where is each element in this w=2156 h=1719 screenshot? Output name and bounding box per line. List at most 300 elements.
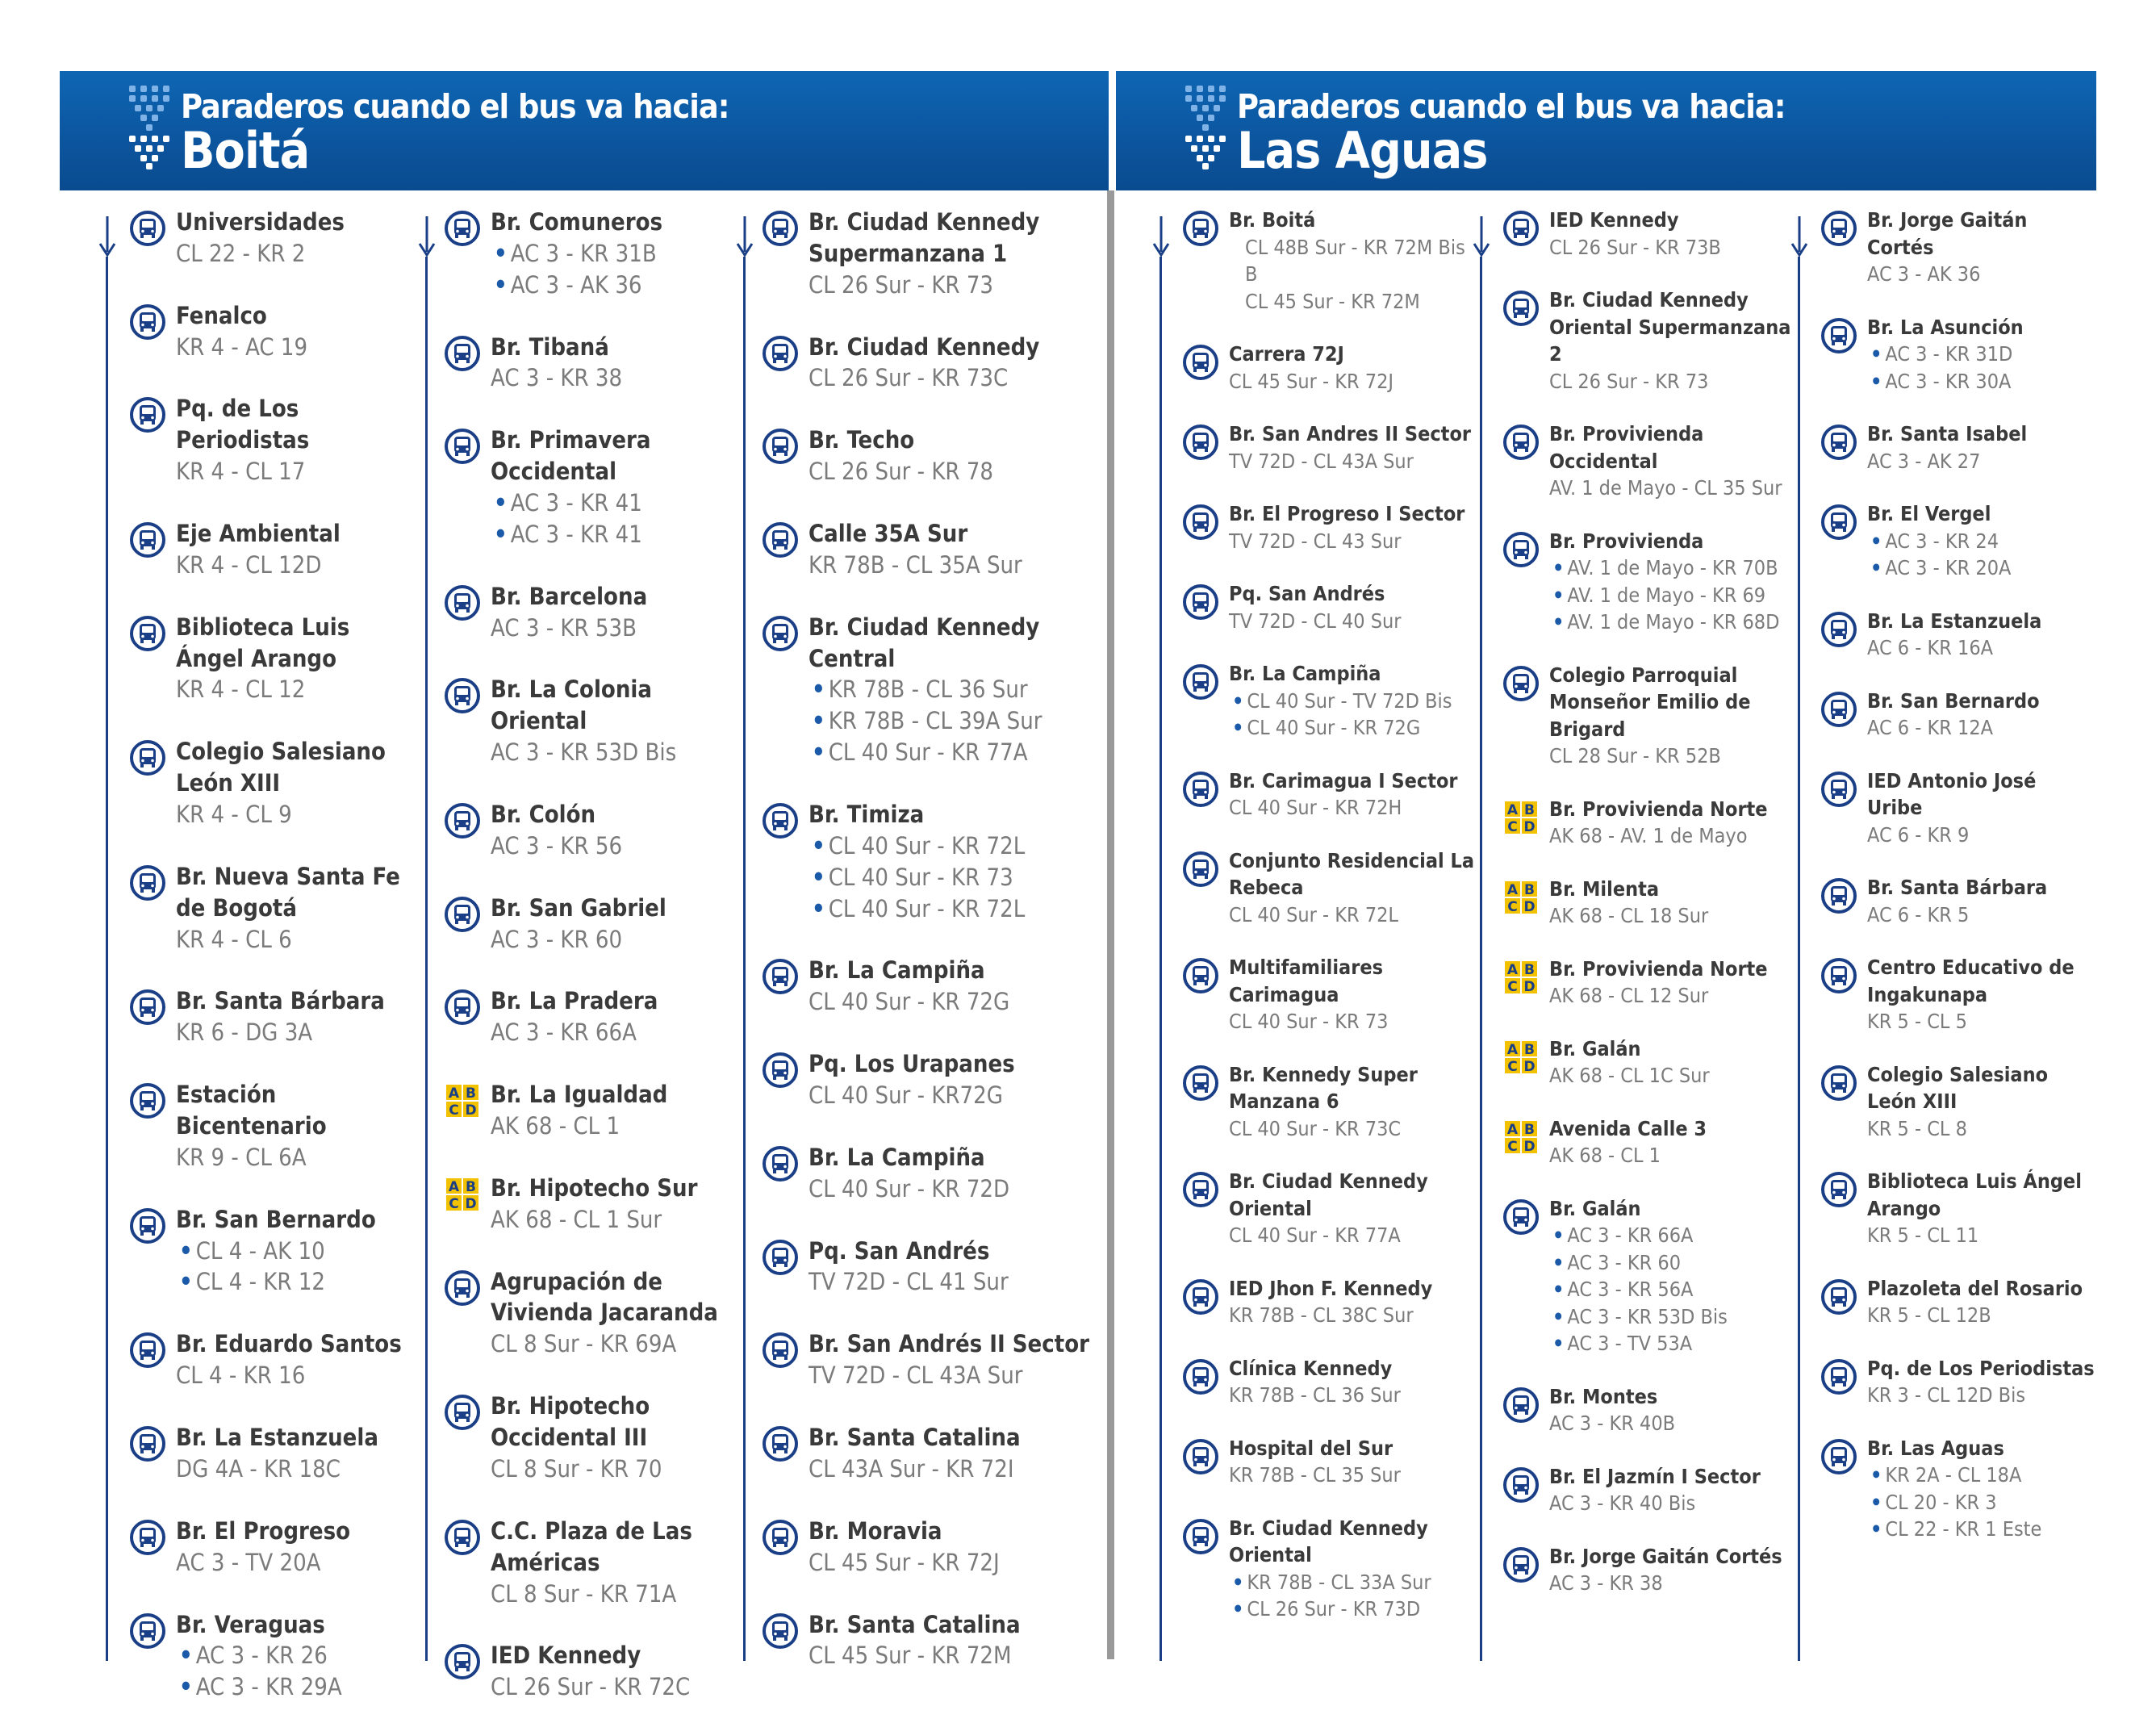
stop-name: Centro Educativo de Ingakunapa (1867, 956, 2075, 1006)
bus-stop-icon (762, 1519, 799, 1556)
stop-address: CL 40 Sur - KR 73 (1229, 1010, 1389, 1033)
abcd-zones-icon (1502, 799, 1540, 836)
stop-item (1502, 1463, 1793, 1517)
bus-stop-icon (762, 521, 799, 558)
stop-name: Br. Santa Bárbara (176, 987, 385, 1015)
stop-address: KR 78B - CL 35 Sur (1229, 1463, 1401, 1487)
stop-address: AK 68 - CL 1 (491, 1112, 620, 1140)
bus-stop-icon (1820, 771, 1857, 808)
stop-name: Br. La Campiña (1229, 662, 1381, 685)
stop-address: CL 45 Sur - KR 72M (1245, 289, 1420, 313)
stop-address-bullet: • KR 2A - CL 18A (1867, 1462, 2095, 1489)
bus-stop-icon (1182, 504, 1219, 541)
stop-item (129, 1422, 420, 1485)
stop-item (762, 425, 1101, 487)
stop-item (762, 799, 1101, 924)
bus-stop-icon (762, 1145, 799, 1182)
bus-stop-icon (129, 615, 166, 652)
bus-stop-icon (129, 739, 166, 776)
svg-text:C: C (1507, 818, 1518, 835)
bus-stop-icon (762, 958, 799, 995)
stop-address-bullet: • CL 26 Sur - KR 73D (1229, 1596, 1477, 1623)
stop-address-bullet: • CL 40 Sur - TV 72D Bis (1229, 688, 1477, 715)
stop-name: Br. Jorge Gaitán Cortés (1549, 1544, 1782, 1568)
bus-stop-icon (129, 864, 166, 901)
svg-text:B: B (466, 1085, 476, 1102)
stop-address: KR 4 - CL 9 (176, 801, 292, 829)
stop-name: Br. Provivienda Occidental (1549, 422, 1704, 473)
bus-stop-icon (1820, 957, 1857, 994)
bus-stop-icon (1502, 665, 1540, 702)
stop-item (762, 1516, 1101, 1579)
stop-name: Br. Veraguas (176, 1610, 325, 1638)
stop-item (1182, 767, 1477, 822)
bus-stop-icon (1182, 344, 1219, 381)
stop-item (1820, 314, 2095, 395)
stop-address: AC 3 - KR 38 (1549, 1571, 1663, 1595)
stop-address: KR 9 - CL 6A (176, 1143, 307, 1171)
stops-column-las-aguas-3 (1820, 207, 2095, 1656)
stop-address-bullet: • AC 3 - TV 53A (1549, 1330, 1793, 1357)
route-line (1159, 257, 1162, 1661)
bus-stop-icon (762, 1425, 799, 1462)
bus-stop-icon (1182, 771, 1219, 808)
stop-address-bullet: • AC 3 - KR 56A (1549, 1276, 1793, 1303)
stop-item (129, 736, 420, 830)
svg-text:D: D (465, 1102, 477, 1119)
stop-address: KR 4 - CL 12 (176, 675, 306, 704)
stop-address: AK 68 - AV. 1 de Mayo (1549, 824, 1748, 847)
stop-item (444, 1266, 738, 1361)
bus-stop-icon (1820, 1064, 1857, 1102)
stop-address: KR 78B - CL 35A Sur (808, 550, 1022, 579)
stop-item (1820, 1275, 2095, 1329)
abcd-zones-icon (444, 1176, 481, 1213)
stop-item (129, 1204, 420, 1299)
stop-address: KR 78B - CL 38C Sur (1229, 1303, 1414, 1327)
stop-item (444, 207, 738, 301)
stop-address-bullet: • KR 78B - CL 36 Sur (808, 674, 1101, 705)
stop-item (1502, 207, 1793, 261)
stop-name: Multifamiliares Carimagua (1229, 956, 1383, 1006)
stop-item (1820, 1168, 2095, 1249)
stop-name: Hospital del Sur (1229, 1436, 1393, 1460)
stops-column-boita-2 (444, 207, 738, 1701)
stop-address: KR 4 - CL 12D (176, 550, 322, 579)
stop-address: KR 4 - CL 17 (176, 458, 306, 486)
stop-item (762, 207, 1101, 301)
stop-name: Br. El Progreso (176, 1516, 351, 1545)
stop-name: Br. Colón (491, 801, 596, 829)
stop-name: Br. Techo (808, 426, 915, 454)
svg-text:A: A (448, 1178, 460, 1195)
stop-address: AC 3 - KR 40 Bis (1549, 1491, 1696, 1515)
stop-name: Br. Galán (1549, 1196, 1641, 1220)
stop-item (762, 1422, 1101, 1485)
stop-name: Br. Milenta (1549, 876, 1660, 901)
bus-stop-icon (1820, 424, 1857, 461)
stop-item (1502, 876, 1793, 930)
stop-item (1182, 1061, 1477, 1143)
abcd-zones-icon (444, 1082, 481, 1119)
stop-item (1182, 1275, 1477, 1329)
stop-item (1182, 1168, 1477, 1249)
abcd-zones-icon (1502, 959, 1540, 996)
stop-address: CL 8 Sur - KR 71A (491, 1579, 677, 1608)
bus-stop-icon (1182, 424, 1219, 461)
bus-stop-icon (1182, 851, 1219, 888)
route-line (743, 257, 746, 1661)
stop-name: Br. Nueva Santa Fe de Bogotá (176, 862, 400, 922)
transmilenio-logo-icon (124, 82, 173, 171)
bus-stop-icon (444, 1394, 481, 1431)
stop-address-bullet: • AC 3 - KR 29A (176, 1671, 420, 1703)
stop-item (1502, 1383, 1793, 1437)
stop-address: CL 40 Sur - KR 72G (808, 988, 1010, 1016)
stop-item (1182, 660, 1477, 742)
transmilenio-logo-icon (1180, 82, 1229, 171)
stop-name: Br. Barcelona (491, 582, 648, 610)
stop-item (444, 1516, 738, 1610)
stop-address: AC 3 - TV 20A (176, 1548, 321, 1576)
stop-address: CL 40 Sur - KR 72H (1229, 796, 1402, 819)
stop-name: Pq. San Andrés (808, 1236, 990, 1265)
svg-text:C: C (1507, 1058, 1518, 1075)
bus-stop-icon (444, 677, 481, 714)
stop-name: Universidades (176, 208, 345, 236)
stop-address-bullet: • AC 3 - KR 60 (1549, 1249, 1793, 1277)
stop-name: Br. San Bernardo (176, 1205, 376, 1233)
abcd-zones-icon (1502, 1119, 1540, 1156)
stop-item (762, 1328, 1101, 1391)
stop-address: TV 72D - CL 41 Sur (808, 1268, 1009, 1296)
stop-address: TV 72D - CL 43A Sur (1229, 449, 1414, 473)
svg-text:B: B (1524, 801, 1535, 818)
stop-name: Br. Montes (1549, 1384, 1658, 1408)
stop-name: Br. La Campiña (808, 956, 985, 985)
stop-address: AK 68 - CL 18 Sur (1549, 904, 1709, 927)
stop-address: CL 26 Sur - KR 73 (1549, 369, 1709, 393)
stop-item (129, 1516, 420, 1579)
stop-name: Br. Las Aguas (1867, 1436, 2004, 1460)
stop-address-bullet: • KR 78B - CL 33A Sur (1229, 1569, 1477, 1596)
stop-address-bullet: • AC 3 - KR 26 (176, 1640, 420, 1671)
svg-text:A: A (448, 1085, 460, 1102)
stop-address: CL 8 Sur - KR 70 (491, 1454, 662, 1483)
stop-address: AV. 1 de Mayo - CL 35 Sur (1549, 476, 1782, 500)
stops-column-boita-1 (129, 207, 420, 1701)
stop-item (1820, 874, 2095, 928)
bus-stop-icon (1502, 1386, 1540, 1424)
stop-name: Br. San Bernardo (1867, 688, 2040, 713)
stop-address: KR 4 - CL 6 (176, 925, 292, 953)
bus-stop-icon (762, 615, 799, 652)
stop-item (129, 1609, 420, 1704)
header-subtitle: Paraderos cuando el bus va hacia: (181, 87, 729, 126)
stop-address: CL 26 Sur - KR 78 (808, 458, 994, 486)
bus-stop-icon (762, 802, 799, 839)
svg-text:C: C (1507, 1138, 1518, 1155)
stop-item (1502, 956, 1793, 1010)
stop-address: AC 6 - KR 16A (1867, 636, 1994, 659)
bus-stop-icon (444, 1519, 481, 1556)
bus-stop-icon (444, 802, 481, 839)
stop-address: CL 45 Sur - KR 72J (1229, 369, 1394, 393)
svg-text:B: B (1524, 961, 1535, 978)
stop-item (1820, 1435, 2095, 1543)
bus-stop-icon (762, 1612, 799, 1650)
stop-item (1502, 420, 1793, 502)
stop-address: CL 8 Sur - KR 69A (491, 1330, 677, 1358)
svg-text:D: D (1523, 1138, 1536, 1155)
stop-item (1502, 1115, 1793, 1169)
stop-name: Estación Bicentenario (176, 1081, 327, 1140)
svg-text:D: D (465, 1195, 477, 1212)
stop-name: Br. Ciudad Kennedy Oriental (1229, 1516, 1428, 1566)
bus-stop-icon (129, 1332, 166, 1369)
stop-address: AK 68 - CL 1 (1549, 1144, 1661, 1167)
stop-address: KR 78B - CL 36 Sur (1229, 1383, 1401, 1407)
stop-name: Br. Hipotecho Sur (491, 1173, 698, 1202)
stop-address: AK 68 - CL 1 Sur (491, 1205, 662, 1233)
stop-item (762, 1142, 1101, 1205)
stop-name: Colegio Salesiano León XIII (1867, 1062, 2049, 1113)
bus-stop-icon (1502, 1198, 1540, 1236)
stop-item (1820, 608, 2095, 662)
stop-address: AC 3 - KR 66A (491, 1018, 637, 1047)
stop-item (762, 518, 1101, 581)
bus-stop-icon (1820, 1358, 1857, 1395)
stop-name: Br. Eduardo Santos (176, 1330, 402, 1358)
header-subtitle: Paraderos cuando el bus va hacia: (1237, 87, 1786, 126)
stop-address: CL 28 Sur - KR 52B (1549, 744, 1721, 767)
stop-name: Br. La Estanzuela (1867, 609, 2042, 633)
stop-address-bullet: • AC 3 - KR 31D (1867, 341, 2095, 368)
svg-text:A: A (1506, 1041, 1519, 1058)
stop-address: CL 48B Sur - KR 72M Bis B (1245, 235, 1465, 286)
route-line (425, 257, 428, 1661)
stop-address: CL 40 Sur - KR 72D (808, 1174, 1010, 1202)
stop-address-bullet: • AC 3 - KR 31B (491, 238, 738, 270)
stop-address: CL 22 - KR 2 (176, 239, 306, 267)
stop-item (444, 425, 738, 550)
stop-item (1820, 767, 2095, 849)
bus-stop-icon (1182, 1438, 1219, 1475)
bus-stop-icon (1820, 210, 1857, 247)
stop-address: KR 6 - DG 3A (176, 1018, 313, 1047)
stop-name: Br. Santa Catalina (808, 1610, 1021, 1638)
stop-item (129, 985, 420, 1048)
stop-item (762, 1236, 1101, 1299)
stop-name: Br. El Jazmín I Sector (1549, 1464, 1761, 1488)
stop-item (762, 1048, 1101, 1111)
svg-text:B: B (1524, 1041, 1535, 1058)
stop-address-bullet: • AV. 1 de Mayo - KR 69 (1549, 582, 1793, 609)
bus-stop-icon (1182, 1518, 1219, 1555)
stop-name: Br. Comuneros (491, 208, 663, 236)
stop-name: Br. Boitá (1229, 208, 1316, 232)
stops-column-boita-3 (762, 207, 1101, 1670)
bus-stop-icon (129, 1425, 166, 1462)
stop-item (1182, 420, 1477, 475)
stop-address: CL 26 Sur - KR 72C (491, 1673, 691, 1701)
stop-item (762, 1609, 1101, 1672)
route-line (1798, 257, 1800, 1661)
stop-address: KR 3 - CL 12D Bis (1867, 1383, 2026, 1407)
stop-address: TV 72D - CL 40 Sur (1229, 609, 1402, 633)
header-destination: Boitá (181, 121, 310, 180)
stop-address-bullet: • AC 3 - KR 66A (1549, 1222, 1793, 1249)
stop-address: AC 6 - KR 12A (1867, 716, 1994, 739)
bus-stop-icon (1182, 957, 1219, 994)
stop-item (129, 1328, 420, 1391)
stop-item (762, 332, 1101, 395)
bus-stop-icon (1182, 210, 1219, 247)
stop-name: Br. Provivienda (1549, 529, 1704, 553)
bus-stop-icon (129, 1207, 166, 1244)
stop-item (1502, 1543, 1793, 1597)
stop-name: Agrupación de Vivienda Jacaranda (491, 1267, 718, 1327)
stop-address: KR 5 - CL 11 (1867, 1223, 1979, 1247)
bus-stop-icon (129, 1519, 166, 1556)
stop-name: Br. San Andrés II Sector (808, 1330, 1089, 1358)
stop-item (444, 581, 738, 644)
stop-item (1182, 500, 1477, 554)
stop-address: AK 68 - CL 1C Sur (1549, 1064, 1710, 1087)
down-arrow-icon (1151, 216, 1171, 258)
stop-address-bullet: • AC 3 - KR 41 (491, 519, 738, 550)
stop-name: Pq. de Los Periodistas (176, 395, 310, 454)
bus-stop-icon (444, 1269, 481, 1307)
stop-name: Br. Ciudad Kennedy Supermanzana 1 (808, 208, 1040, 267)
stop-address: KR 5 - CL 5 (1867, 1010, 1967, 1033)
stops-column-las-aguas-2 (1502, 207, 1793, 1656)
stop-address-bullet: • AV. 1 de Mayo - KR 68D (1549, 609, 1793, 636)
stop-name: Br. El Vergel (1867, 502, 1991, 525)
stop-address: AC 6 - KR 5 (1867, 902, 1970, 926)
svg-text:B: B (1524, 881, 1535, 898)
stop-address: CL 45 Sur - KR 72M (808, 1642, 1012, 1670)
bus-stop-icon (1820, 691, 1857, 728)
stop-item (1182, 1515, 1477, 1623)
stop-item (1502, 1195, 1793, 1357)
bus-stop-icon (129, 210, 166, 247)
bus-stop-icon (444, 896, 481, 933)
svg-text:C: C (449, 1102, 459, 1119)
svg-text:D: D (1523, 978, 1536, 995)
stop-item (1820, 1061, 2095, 1143)
header-las-aguas (1116, 71, 2096, 190)
stop-name: Br. Ciudad Kennedy Oriental Supermanzana 2 (1549, 288, 1791, 366)
stop-name: Br. La Colonia Oriental (491, 675, 652, 735)
bus-stop-icon (444, 335, 481, 372)
stop-item (1182, 580, 1477, 634)
stop-name: Br. Hipotecho Occidental III (491, 1392, 650, 1452)
down-arrow-icon (417, 216, 437, 258)
stop-address-bullet: • CL 40 Sur - KR 73 (808, 862, 1101, 893)
stop-name: Br. San Andres II Sector (1229, 422, 1471, 445)
bus-stop-icon (444, 210, 481, 247)
stop-item (1502, 796, 1793, 850)
stop-address: AC 3 - KR 40B (1549, 1412, 1676, 1435)
stop-item (444, 1640, 738, 1703)
stop-name: Avenida Calle 3 (1549, 1116, 1707, 1140)
stop-address: CL 26 Sur - KR 73 (808, 270, 994, 299)
stop-address: CL 4 - KR 16 (176, 1361, 306, 1390)
stop-item (1820, 500, 2095, 582)
svg-text:A: A (1506, 801, 1519, 818)
bus-stop-icon (762, 1052, 799, 1089)
stop-address: AC 6 - KR 9 (1867, 822, 1970, 847)
svg-text:A: A (1506, 961, 1519, 978)
stop-item (129, 393, 420, 487)
abcd-zones-icon (1502, 879, 1540, 916)
stop-name: Br. El Progreso I Sector (1229, 502, 1465, 525)
stop-name: Br. Jorge Gaitán Cortés (1867, 208, 2028, 259)
stop-name: Br. Kennedy Super Manzana 6 (1229, 1062, 1418, 1113)
stop-address-bullet: • AC 3 - AK 36 (491, 270, 738, 301)
stop-item (444, 799, 738, 862)
stop-name: Br. La Estanzuela (176, 1424, 378, 1452)
stop-item (1502, 528, 1793, 636)
stop-address: CL 40 Sur - KR72G (808, 1081, 1003, 1110)
bus-stop-icon (1502, 1546, 1540, 1583)
stop-name: Colegio Parroquial Monseñor Emilio de Brigard (1549, 663, 1751, 741)
stop-name: Fenalco (176, 301, 267, 329)
bus-stop-icon (762, 1239, 799, 1276)
bus-stop-icon (444, 428, 481, 465)
stop-address-bullet: • AC 3 - KR 20A (1867, 554, 2095, 582)
stop-name: Br. Santa Catalina (808, 1424, 1021, 1452)
stop-item (1182, 954, 1477, 1035)
stop-item (1502, 662, 1793, 770)
stop-name: Br. Ciudad Kennedy Oriental (1229, 1169, 1428, 1220)
stop-address: AK 68 - CL 12 Sur (1549, 984, 1709, 1007)
down-arrow-icon (98, 216, 117, 258)
stop-item (444, 332, 738, 395)
stop-item (444, 674, 738, 768)
bus-stop-icon (1182, 1064, 1219, 1102)
route-line (1480, 257, 1482, 1661)
stop-name: Br. Galán (1549, 1036, 1641, 1060)
stop-item (129, 1079, 420, 1173)
stop-address-bullet: • CL 4 - KR 12 (176, 1266, 420, 1298)
stop-address: AC 3 - KR 53D Bis (491, 738, 677, 767)
stop-address: CL 43A Sur - KR 72I (808, 1454, 1014, 1483)
stop-name: Br. Tibaná (491, 333, 609, 361)
stop-item (1502, 1035, 1793, 1090)
stop-name: Br. La Campiña (808, 1143, 985, 1171)
svg-text:D: D (1523, 898, 1536, 915)
stop-item (762, 612, 1101, 768)
stop-name: Br. Primavera Occidental (491, 426, 651, 486)
stop-item (129, 300, 420, 363)
stop-item (762, 955, 1101, 1018)
svg-text:B: B (1524, 1121, 1535, 1138)
stop-item (129, 207, 420, 270)
stop-item (1502, 286, 1793, 395)
stop-name: Pq. de Los Periodistas (1867, 1356, 2095, 1380)
stop-name: Colegio Salesiano León XIII (176, 738, 386, 797)
stop-name: Calle 35A Sur (808, 520, 968, 548)
stop-address-bullet: • CL 4 - AK 10 (176, 1236, 420, 1267)
bus-stop-icon (762, 1332, 799, 1369)
stop-name: Pq. San Andrés (1229, 582, 1385, 605)
svg-text:A: A (1506, 1121, 1519, 1138)
stop-address: DG 4A - KR 18C (176, 1454, 341, 1483)
stop-item (444, 1173, 738, 1236)
stop-item (1182, 1355, 1477, 1409)
